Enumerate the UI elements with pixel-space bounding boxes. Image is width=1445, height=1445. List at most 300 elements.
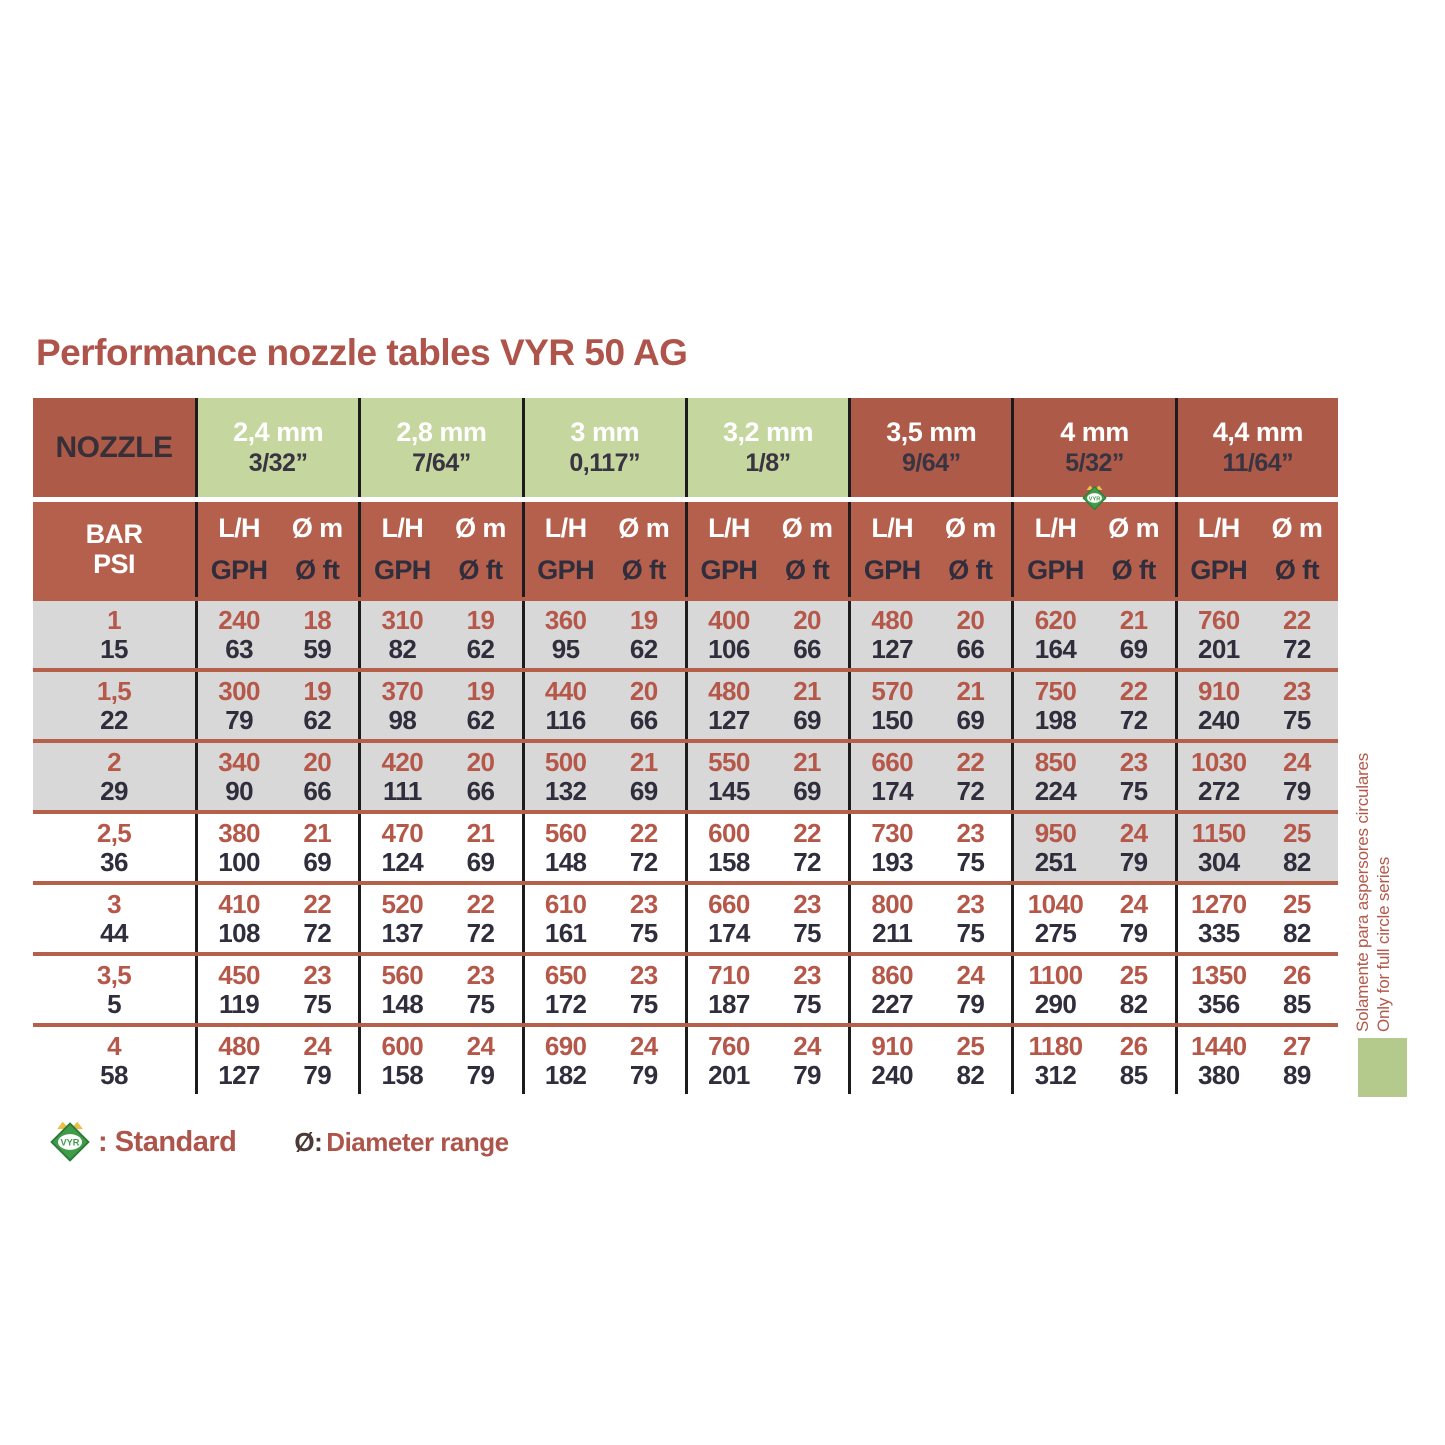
- diameter-ft-value: 69: [793, 775, 821, 806]
- svg-text:VYR: VYR: [60, 1137, 80, 1148]
- flow-imperial-unit-label: GPH: [863, 555, 921, 586]
- nozzle-size-inch: 1/8”: [745, 449, 791, 477]
- diameter-m-value: 20: [629, 676, 658, 707]
- diameter-imperial-unit-label: Ø ft: [295, 555, 340, 586]
- flow-lh-value: 860: [871, 960, 913, 991]
- diameter-ft-value: 79: [629, 1059, 658, 1090]
- table-row: [33, 672, 1338, 739]
- flow-gph-value: 227: [871, 988, 913, 1019]
- flow-lh-value: 710: [708, 960, 750, 991]
- data-cell: [1011, 601, 1174, 668]
- flow-gph-value: 161: [544, 917, 587, 948]
- flow-gph-value: 240: [1197, 704, 1240, 735]
- flow-gph-value: 127: [871, 633, 913, 664]
- diameter-ft-value: 72: [466, 917, 495, 948]
- nozzle-size-mm: 4,4 mm: [1212, 417, 1303, 447]
- diameter-m-value: 24: [1119, 818, 1148, 849]
- flow-gph-value: 193: [871, 846, 913, 877]
- flow-lh-value: 760: [708, 1031, 750, 1062]
- nozzle-performance-table: [33, 398, 1338, 1094]
- pressure-cell: [33, 814, 195, 881]
- diameter-ft-value: 62: [303, 704, 332, 735]
- data-cell: [1175, 1027, 1338, 1094]
- data-cell: [848, 1027, 1011, 1094]
- diameter-m-value: 22: [466, 889, 495, 920]
- diameter-m-value: 21: [629, 747, 658, 778]
- flow-lh-value: 950: [1034, 818, 1077, 849]
- diameter-ft-value: 75: [466, 988, 495, 1019]
- flow-lh-value: 410: [218, 889, 260, 920]
- flow-lh-value: 730: [871, 818, 913, 849]
- diameter-m-value: 23: [303, 960, 332, 991]
- data-cell: [358, 885, 521, 952]
- diameter-metric-unit-label: Ø m: [618, 512, 670, 543]
- flow-lh-value: 360: [544, 605, 587, 636]
- flow-gph-value: 137: [381, 917, 424, 948]
- diameter-ft-value: 75: [956, 846, 985, 877]
- flow-imperial-unit-label: GPH: [373, 555, 431, 586]
- diameter-m-value: 21: [466, 818, 495, 849]
- diameter-m-value: 24: [629, 1031, 658, 1062]
- diameter-m-value: 21: [303, 818, 332, 849]
- flow-lh-value: 300: [218, 676, 260, 707]
- legend-standard-label: : Standard: [98, 1125, 237, 1158]
- diameter-ft-value: 66: [956, 633, 985, 664]
- diameter-ft-value: 62: [466, 704, 495, 735]
- diameter-m-value: 23: [1119, 747, 1148, 778]
- diameter-ft-value: 69: [629, 775, 658, 806]
- flow-lh-value: 1180: [1028, 1031, 1083, 1062]
- data-cell: [522, 956, 685, 1023]
- diameter-ft-value: 75: [793, 917, 821, 948]
- data-cell: [358, 1027, 521, 1094]
- diameter-m-value: 23: [793, 960, 821, 991]
- diameter-ft-value: 79: [1119, 846, 1148, 877]
- nozzle-size-mm: 3 mm: [570, 417, 639, 447]
- flow-metric-unit-label: L/H: [1034, 512, 1077, 543]
- data-cell: [848, 956, 1011, 1023]
- flow-gph-value: 100: [218, 846, 260, 877]
- table-row: [33, 1027, 1338, 1094]
- diameter-metric-unit-label: Ø m: [781, 512, 833, 543]
- diameter-m-value: 22: [956, 747, 985, 778]
- flow-gph-value: 145: [708, 775, 750, 806]
- flow-lh-value: 440: [544, 676, 587, 707]
- units-cell: [685, 502, 848, 597]
- flow-gph-value: 251: [1034, 846, 1077, 877]
- data-cell: [358, 672, 521, 739]
- flow-gph-value: 304: [1197, 846, 1240, 877]
- data-cell: [195, 743, 358, 810]
- diameter-metric-unit-label: Ø m: [1271, 512, 1323, 543]
- flow-gph-value: 356: [1197, 988, 1240, 1019]
- data-cell: [522, 885, 685, 952]
- flow-lh-value: 560: [381, 960, 424, 991]
- flow-lh-value: 1040: [1027, 889, 1084, 920]
- data-cell: [1175, 885, 1338, 952]
- psi-value: 5: [107, 989, 121, 1019]
- flow-gph-value: 119: [218, 988, 260, 1019]
- flow-gph-value: 127: [218, 1059, 260, 1090]
- diameter-imperial-unit-label: Ø ft: [948, 555, 993, 586]
- pressure-cell: [33, 672, 195, 739]
- diameter-ft-value: 79: [956, 988, 985, 1019]
- flow-lh-value: 370: [381, 676, 424, 707]
- diameter-m-value: 27: [1283, 1031, 1311, 1062]
- diameter-m-value: 21: [793, 676, 821, 707]
- diameter-m-value: 25: [1283, 818, 1311, 849]
- flow-lh-value: 480: [218, 1031, 260, 1062]
- diameter-ft-value: 85: [1119, 1059, 1148, 1090]
- diameter-ft-value: 79: [303, 1059, 332, 1090]
- flow-lh-value: 400: [708, 605, 750, 636]
- data-cell: [358, 601, 521, 668]
- nozzle-size-inch: 7/64”: [412, 449, 471, 477]
- flow-gph-value: 174: [708, 917, 750, 948]
- diameter-ft-value: 75: [629, 917, 658, 948]
- bar-value: 4: [107, 1031, 121, 1061]
- diameter-m-value: 22: [793, 818, 821, 849]
- flow-gph-value: 182: [544, 1059, 587, 1090]
- diameter-ft-value: 79: [793, 1059, 821, 1090]
- pressure-cell: [33, 601, 195, 668]
- data-cell: [1011, 672, 1174, 739]
- nozzle-size-mm: 3,2 mm: [722, 417, 814, 447]
- bar-value: 1: [107, 605, 121, 635]
- flow-lh-value: 340: [218, 747, 260, 778]
- nozzle-size-mm: 3,5 mm: [886, 417, 977, 447]
- diameter-m-value: 24: [956, 960, 985, 991]
- nozzle-size-inch: 5/32”: [1065, 449, 1124, 477]
- diameter-m-value: 25: [956, 1031, 985, 1062]
- flow-lh-value: 240: [218, 605, 260, 636]
- flow-lh-value: 420: [381, 747, 424, 778]
- flow-lh-value: 550: [708, 747, 750, 778]
- table-row: [33, 743, 1338, 810]
- pressure-cell: [33, 956, 195, 1023]
- nozzle-corner-label: NOZZLE: [55, 430, 173, 464]
- flow-metric-unit-label: L/H: [218, 512, 260, 543]
- diameter-m-value: 19: [303, 676, 332, 707]
- diameter-ft-value: 75: [303, 988, 332, 1019]
- data-cell: [1011, 1027, 1174, 1094]
- flow-gph-value: 95: [551, 633, 580, 664]
- diameter-ft-value: 72: [1119, 704, 1148, 735]
- flow-gph-value: 132: [544, 775, 587, 806]
- units-cell: [358, 502, 521, 597]
- flow-lh-value: 760: [1197, 605, 1240, 636]
- diameter-ft-value: 72: [1283, 633, 1311, 664]
- diameter-ft-value: 89: [1283, 1059, 1311, 1090]
- nozzle-size-inch: 9/64”: [901, 449, 961, 477]
- diameter-imperial-unit-label: Ø ft: [1274, 555, 1319, 586]
- flow-gph-value: 124: [381, 846, 424, 877]
- flow-lh-value: 660: [871, 747, 913, 778]
- psi-value: 44: [100, 918, 128, 948]
- flow-gph-value: 158: [708, 846, 750, 877]
- flow-lh-value: 650: [544, 960, 587, 991]
- nozzle-header-cell: [358, 398, 521, 497]
- flow-metric-unit-label: L/H: [381, 512, 424, 543]
- flow-gph-value: 211: [872, 917, 913, 948]
- vyr-logo-icon: [48, 1118, 92, 1166]
- data-cell: [522, 601, 685, 668]
- data-cell: [848, 814, 1011, 881]
- diameter-m-value: 20: [466, 747, 495, 778]
- diameter-m-value: 19: [466, 605, 495, 636]
- diameter-m-value: 23: [629, 960, 658, 991]
- diameter-ft-value: 66: [466, 775, 495, 806]
- page-title: Performance nozzle tables VYR 50 AG: [36, 332, 688, 373]
- diameter-m-value: 24: [303, 1031, 332, 1062]
- flow-gph-value: 63: [225, 633, 253, 664]
- data-cell: [1175, 956, 1338, 1023]
- flow-metric-unit-label: L/H: [544, 512, 587, 543]
- data-cell: [195, 1027, 358, 1094]
- flow-gph-value: 380: [1197, 1059, 1240, 1090]
- legend-diameter: [294, 1127, 508, 1158]
- data-cell: [1175, 743, 1338, 810]
- psi-value: 15: [100, 634, 128, 664]
- diameter-ft-value: 82: [1283, 846, 1311, 877]
- diameter-m-value: 20: [303, 747, 332, 778]
- diameter-ft-value: 85: [1283, 988, 1311, 1019]
- diameter-ft-value: 75: [956, 917, 985, 948]
- data-cell: [685, 601, 848, 668]
- units-cell: [1011, 502, 1174, 597]
- data-cell: [522, 672, 685, 739]
- nozzle-size-inch: 11/64”: [1222, 449, 1294, 477]
- flow-gph-value: 111: [382, 775, 422, 806]
- diameter-ft-value: 69: [303, 846, 332, 877]
- flow-lh-value: 450: [218, 960, 260, 991]
- flow-gph-value: 98: [388, 704, 417, 735]
- flow-gph-value: 148: [544, 846, 587, 877]
- diameter-m-value: 25: [1119, 960, 1148, 991]
- green-swatch: [1358, 1038, 1407, 1097]
- diameter-ft-value: 66: [629, 704, 658, 735]
- diameter-ft-value: 72: [793, 846, 821, 877]
- diameter-ft-value: 82: [956, 1059, 985, 1090]
- diameter-imperial-unit-label: Ø ft: [621, 555, 666, 586]
- data-cell: [195, 601, 358, 668]
- flow-lh-value: 570: [871, 676, 913, 707]
- flow-lh-value: 480: [708, 676, 750, 707]
- psi-value: 58: [100, 1060, 128, 1090]
- flow-gph-value: 90: [225, 775, 253, 806]
- diameter-m-value: 21: [793, 747, 821, 778]
- flow-lh-value: 600: [708, 818, 750, 849]
- psi-value: 36: [100, 847, 128, 877]
- flow-lh-value: 910: [871, 1031, 913, 1062]
- diameter-m-value: 24: [793, 1031, 821, 1062]
- flow-imperial-unit-label: GPH: [1190, 555, 1248, 586]
- flow-imperial-unit-label: GPH: [700, 555, 758, 586]
- diameter-ft-value: 75: [1283, 704, 1311, 735]
- pressure-units-cell: [33, 502, 195, 597]
- diameter-m-value: 24: [1119, 889, 1148, 920]
- data-cell: [848, 601, 1011, 668]
- flow-gph-value: 150: [871, 704, 913, 735]
- diameter-ft-value: 79: [1119, 917, 1148, 948]
- flow-imperial-unit-label: GPH: [537, 555, 594, 586]
- units-header-row: [33, 502, 1338, 597]
- diameter-m-value: 21: [956, 676, 985, 707]
- flow-gph-value: 335: [1197, 917, 1240, 948]
- flow-lh-value: 1030: [1191, 747, 1247, 778]
- diameter-metric-unit-label: Ø m: [291, 512, 343, 543]
- diameter-m-value: 23: [466, 960, 495, 991]
- diameter-metric-unit-label: Ø m: [944, 512, 996, 543]
- flow-gph-value: 174: [871, 775, 913, 806]
- diameter-ft-value: 69: [956, 704, 985, 735]
- flow-imperial-unit-label: GPH: [210, 555, 268, 586]
- side-note-line-es: Solamente para aspersores circulares: [1353, 752, 1372, 1032]
- bar-value: 2: [107, 747, 121, 777]
- diameter-ft-value: 72: [303, 917, 332, 948]
- diameter-ft-value: 75: [629, 988, 658, 1019]
- diameter-ft-value: 79: [1283, 775, 1311, 806]
- flow-lh-value: 1270: [1191, 889, 1247, 920]
- flow-gph-value: 158: [381, 1059, 424, 1090]
- diameter-imperial-unit-label: Ø ft: [785, 555, 830, 586]
- flow-gph-value: 272: [1197, 775, 1240, 806]
- data-cell: [195, 956, 358, 1023]
- nozzle-header-cell: [685, 398, 848, 497]
- data-cell: [1011, 885, 1174, 952]
- data-cell: [1011, 956, 1174, 1023]
- data-cell: [358, 743, 521, 810]
- bar-value: 3,5: [96, 960, 132, 990]
- flow-gph-value: 224: [1034, 775, 1077, 806]
- data-cell: [685, 1027, 848, 1094]
- nozzle-size-mm: 2,8 mm: [396, 417, 487, 447]
- diameter-ft-value: 62: [466, 633, 495, 664]
- table-row: [33, 601, 1338, 668]
- flow-imperial-unit-label: GPH: [1027, 555, 1084, 586]
- flow-gph-value: 312: [1034, 1059, 1077, 1090]
- diameter-ft-value: 69: [466, 846, 495, 877]
- nozzle-header-cell: [1175, 398, 1338, 497]
- flow-lh-value: 910: [1197, 676, 1240, 707]
- bar-value: 3: [107, 889, 121, 919]
- diameter-m-value: 18: [303, 605, 332, 636]
- diameter-m-value: 19: [629, 605, 658, 636]
- nozzle-size-inch: 3/32”: [248, 449, 308, 477]
- diameter-imperial-unit-label: Ø ft: [1111, 555, 1156, 586]
- flow-gph-value: 164: [1034, 633, 1077, 664]
- diameter-m-value: 20: [956, 605, 985, 636]
- diameter-m-value: 21: [1119, 605, 1148, 636]
- flow-lh-value: 1350: [1191, 960, 1247, 991]
- pressure-cell: [33, 743, 195, 810]
- nozzle-size-inch: 0,117”: [569, 449, 641, 477]
- diameter-m-value: 26: [1119, 1031, 1148, 1062]
- flow-lh-value: 500: [544, 747, 587, 778]
- psi-value: 29: [100, 776, 128, 806]
- diameter-m-value: 24: [466, 1031, 495, 1062]
- diameter-m-value: 23: [629, 889, 658, 920]
- flow-lh-value: 610: [544, 889, 587, 920]
- diameter-ft-value: 75: [1119, 775, 1148, 806]
- standard-marker-logo-icon: [1082, 483, 1107, 513]
- diameter-m-value: 26: [1283, 960, 1311, 991]
- data-cell: [358, 814, 521, 881]
- data-cell: [1175, 814, 1338, 881]
- flow-lh-value: 850: [1034, 747, 1077, 778]
- diameter-ft-value: 75: [793, 988, 821, 1019]
- diameter-ft-value: 82: [1283, 917, 1311, 948]
- diameter-m-value: 22: [1283, 605, 1311, 636]
- flow-lh-value: 520: [381, 889, 424, 920]
- diameter-m-value: 23: [956, 889, 985, 920]
- data-cell: [1175, 601, 1338, 668]
- data-cell: [522, 814, 685, 881]
- pressure-cell: [33, 885, 195, 952]
- data-cell: [848, 743, 1011, 810]
- data-cell: [848, 885, 1011, 952]
- diameter-m-value: 24: [1283, 747, 1311, 778]
- diameter-symbol: Ø:: [294, 1126, 323, 1157]
- diameter-ft-value: 69: [1119, 633, 1148, 664]
- diameter-ft-value: 62: [629, 633, 658, 664]
- data-cell: [195, 885, 358, 952]
- diameter-m-value: 22: [1119, 676, 1148, 707]
- flow-gph-value: 106: [708, 633, 750, 664]
- flow-lh-value: 480: [871, 605, 913, 636]
- diameter-ft-value: 72: [956, 775, 985, 806]
- table-row: [33, 956, 1338, 1023]
- diameter-ft-value: 69: [793, 704, 821, 735]
- nozzle-header-cell: [522, 398, 685, 497]
- flow-gph-value: 240: [871, 1059, 913, 1090]
- table-row: [33, 885, 1338, 952]
- data-cell: [1175, 672, 1338, 739]
- bar-value: 2,5: [96, 818, 132, 848]
- nozzle-header-cell: [848, 398, 1011, 497]
- bar-unit-label: BAR: [85, 519, 143, 549]
- flow-lh-value: 560: [544, 818, 587, 849]
- flow-gph-value: 79: [225, 704, 253, 735]
- flow-lh-value: 1440: [1191, 1031, 1247, 1062]
- flow-gph-value: 275: [1034, 917, 1077, 948]
- legend-diameter-label: Diameter range: [326, 1126, 509, 1157]
- psi-value: 22: [100, 705, 128, 735]
- data-cell: [195, 814, 358, 881]
- nozzle-corner-cell: [33, 398, 195, 497]
- diameter-m-value: 20: [793, 605, 821, 636]
- diameter-ft-value: 79: [466, 1059, 495, 1090]
- flow-gph-value: 172: [544, 988, 587, 1019]
- units-cell: [522, 502, 685, 597]
- nozzle-size-mm: 2,4 mm: [233, 417, 324, 447]
- diameter-m-value: 23: [956, 818, 985, 849]
- side-note-line-en: Only for full circle series: [1374, 856, 1393, 1032]
- nozzle-header-cell: [195, 398, 358, 497]
- data-cell: [522, 743, 685, 810]
- nozzle-size-mm: 4 mm: [1060, 417, 1129, 447]
- diameter-ft-value: 66: [793, 633, 821, 664]
- flow-lh-value: 690: [544, 1031, 587, 1062]
- data-cell: [685, 814, 848, 881]
- flow-lh-value: 600: [381, 1031, 424, 1062]
- flow-gph-value: 290: [1034, 988, 1077, 1019]
- bar-value: 1,5: [96, 676, 132, 706]
- diameter-m-value: 23: [1283, 676, 1311, 707]
- data-cell: [685, 743, 848, 810]
- flow-gph-value: 82: [388, 633, 417, 664]
- side-note: [1352, 688, 1394, 1032]
